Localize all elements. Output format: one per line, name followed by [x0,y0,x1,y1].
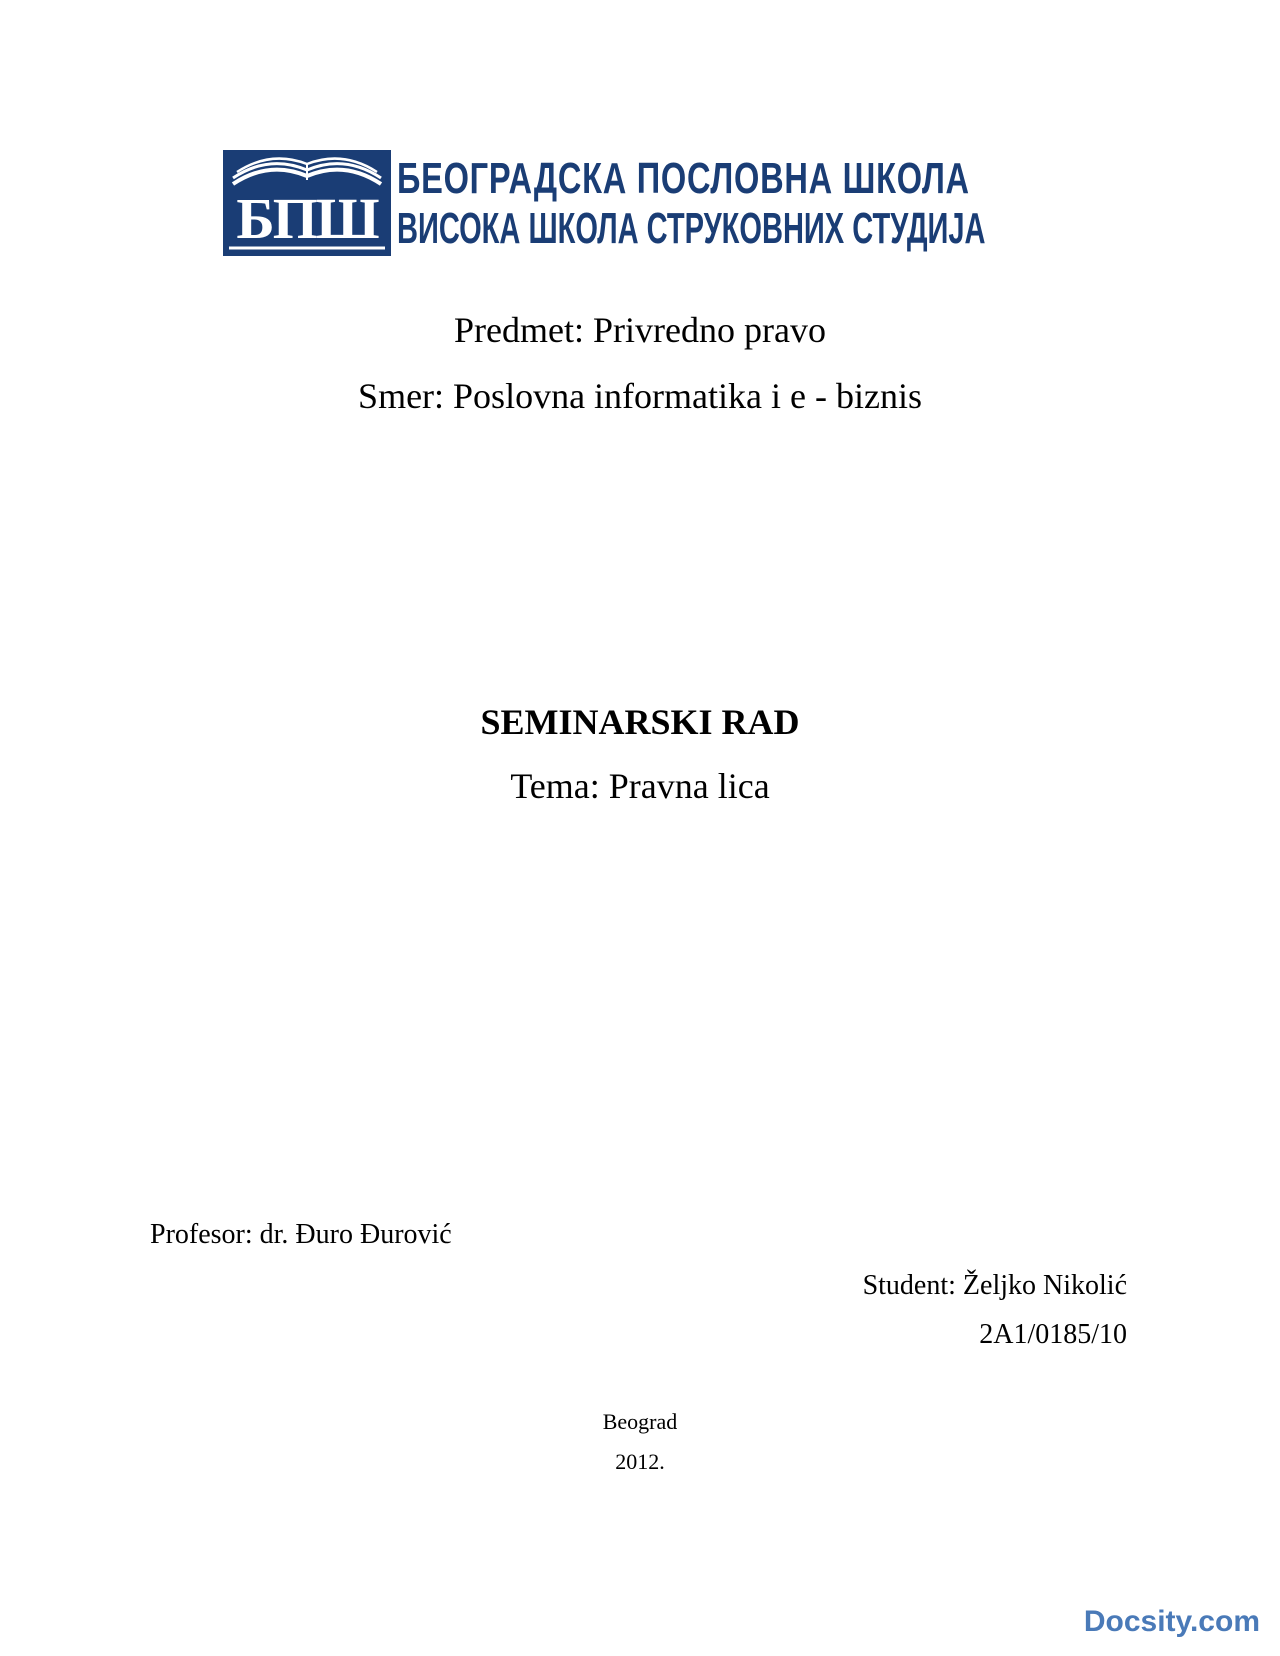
topic-line: Tema: Pravna lica [510,766,770,806]
logo-school-subtitle: ВИСОКА ШКОЛА СТРУКОВНИХ СТУДИЈА [397,204,986,253]
school-logo [223,150,1063,256]
logo-mark [223,150,391,256]
student-id: 2A1/0185/10 [979,1319,1127,1350]
document-type-title: SEMINARSKI RAD [480,702,800,742]
docsity-watermark: Docsity.com [1083,1605,1260,1638]
logo-school-name: БЕОГРАДСКА ПОСЛОВНА ШКОЛА [397,154,970,203]
subject-line: Predmet: Privredno pravo [454,310,826,350]
logo-abbreviation: БПШ [236,186,378,251]
major-line: Smer: Poslovna informatika i e - biznis [358,376,922,416]
city-line: Beograd [602,1409,678,1434]
student-line: Student: Željko Nikolić [862,1270,1127,1301]
professor-line: Profesor: dr. Đuro Đurović [150,1219,452,1250]
year-line: 2012. [615,1449,665,1474]
